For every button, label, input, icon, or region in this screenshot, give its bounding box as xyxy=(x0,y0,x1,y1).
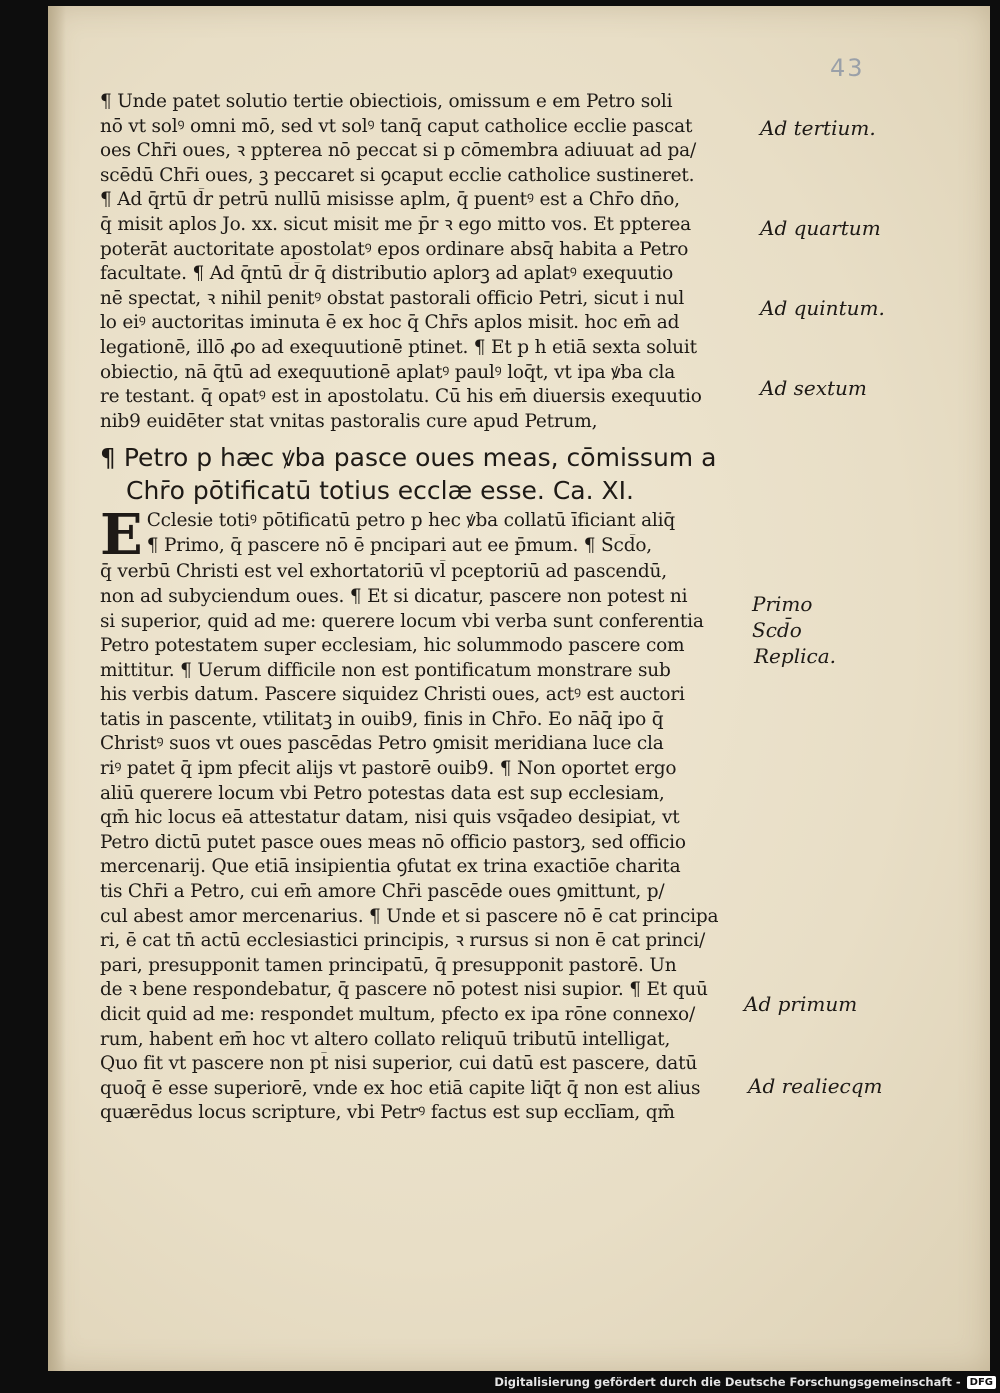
chapter-heading-line: Chr̄o pōtificatū totius ecclæ esse. Ca. XI. xyxy=(126,476,634,506)
main-text-column xyxy=(100,90,760,1126)
text-line: lo eiꝰ auctoritas iminuta ē ex hoc q̄ Chr̄s aplos misit. hoc em̄ ad xyxy=(100,312,680,334)
text-line: ri, ē cat tn̄ actū ecclesiastici principis, ꝛ rursus si non ē cat princi/ xyxy=(100,930,706,952)
text-line: aliū querere locum vbi Petro potestas data est sup ecclesiam, xyxy=(100,782,665,804)
marginal-note-primo: Primo xyxy=(752,592,813,616)
text-line: ¶ Primo, q̄ pascere nō ē pncipari aut ee p̄mum. ¶ Scd̄o, xyxy=(146,534,652,556)
marginal-note-ad-realiecqm: Ad realiecqm xyxy=(748,1074,883,1098)
book-page xyxy=(48,6,990,1371)
marginal-note-ad-tertium: Ad tertium. xyxy=(760,116,876,140)
text-line: tis Chr̄i a Petro, cui em̄ amore Chr̄i pascēde oues ꝯmittunt, p/ xyxy=(100,881,665,903)
folio-number: 43 xyxy=(830,54,865,82)
text-line: mercenarij. Que etiā insipientia ꝯfutat ex trina exactiōe charita xyxy=(100,856,681,878)
marginal-note-ad-sextum: Ad sextum xyxy=(760,376,867,400)
text-line: ¶ Ad q̄rtū d̄r petrū nullū misisse aplm, q̄ puentꝰ est a Chr̄o dn̄o, xyxy=(100,189,680,211)
drop-capital: E xyxy=(100,502,143,569)
text-line: q̄ verbū Christi est vel exhortatoriū vl̄ pceptoriū ad pascendū, xyxy=(100,561,667,583)
text-line: quærēdus locus scripture, vbi Petrꝰ factus est sup ecclīam, qm̄ xyxy=(100,1102,675,1124)
marginal-note-ad-quintum: Ad quintum. xyxy=(760,296,885,320)
text-line: nō vt solꝰ omni mō, sed vt solꝰ tanq̄ caput catholice ecclie pascat xyxy=(100,115,693,137)
text-line: nib9 euidēter stat vnitas pastoralis cure apud Petrum, xyxy=(100,410,598,432)
text-line: non ad subyciendum oues. ¶ Et si dicatur, pascere non potest ni xyxy=(100,585,688,607)
text-line: tatis in pascente, vtilitatꝫ in ouib9, finis in Chr̄o. Eo nāq̄ ipo q̄ xyxy=(100,708,664,730)
text-line: qm̄ hic locus eā attestatur datam, nisi quis vsq̄adeo desipiat, vt xyxy=(100,807,680,829)
text-line: ¶ Unde patet solutio tertie obiectiois, omissum e em Petro soli xyxy=(100,91,673,112)
credit-text: Digitalisierung gefördert durch die Deutsche Forschungsgemeinschaft - xyxy=(494,1375,961,1389)
text-line: obiectio, nā q̄tū ad exequutionē aplatꝰ paulꝰ loq̄t, vt ipa ꝟba cla xyxy=(100,361,676,383)
text-line: Petro dictū putet pasce oues meas nō officio pastorꝫ, sed officio xyxy=(100,831,686,853)
text-line: cul abest amor mercenarius. ¶ Unde et si pascere nō ē cat principa xyxy=(100,905,719,927)
text-line: Quo fit vt pascere non pt̄ nisi superior, cui datū est pascere, datū xyxy=(100,1053,698,1075)
text-line: Petro potestatem super ecclesiam, hic solummodo pascere com xyxy=(100,635,685,657)
text-block-after-heading xyxy=(100,502,760,1126)
text-line: legationē, illō ꝓo ad exequutionē ptinet. ¶ Et p h etiā sexta soluit xyxy=(100,336,697,358)
text-line: quoq̄ ē esse superiorē, vnde ex hoc etiā capite liq̄t q̄ non est alius xyxy=(100,1077,701,1099)
text-line: his verbis datum. Pascere siquidez Christi oues, actꝰ est auctori xyxy=(100,684,685,706)
text-line: poterāt auctoritate apostolatꝰ epos ordinare absq̄ habita a Petro xyxy=(100,238,689,260)
text-line: pari, presupponit tamen principatū, q̄ presupponit pastorē. Un xyxy=(100,954,677,976)
marginal-note-replica: Replica. xyxy=(754,644,836,668)
chapter-heading xyxy=(100,441,760,507)
text-line: Christꝰ suos vt oues pascēdas Petro ꝯmisit meridiana luce cla xyxy=(100,733,664,755)
text-line: nē spectat, ꝛ nihil penitꝰ obstat pastorali officio Petri, sicut i nul xyxy=(100,287,685,309)
text-line: Cclesie totiꝰ pōtificatū petro p hec ꝟba collatū īficiant aliq̄ xyxy=(146,510,675,532)
dfg-logo: DFG xyxy=(967,1376,996,1389)
text-line: de ꝛ bene respondebatur, q̄ pascere nō potest nisi supior. ¶ Et quū xyxy=(100,979,708,1001)
text-line: facultate. ¶ Ad q̄ntū d̄r q̄ distributio aplorꝫ ad aplatꝰ exequutio xyxy=(100,263,674,285)
text-line: scēdū Chr̄i oues, ꝫ peccaret si ꝯcaput ecclie catholice sustineret. xyxy=(100,164,695,186)
chapter-heading-line: ¶ Petro p hæc ꝟba pasce oues meas, cōmissum a xyxy=(100,443,717,473)
text-block-before-heading xyxy=(100,90,760,434)
marginal-note-scdo: Scd̄o xyxy=(752,618,802,642)
marginal-note-ad-primum: Ad primum xyxy=(744,992,858,1016)
text-line: oes Chr̄i oues, ꝛ ppterea nō peccat si p cōmembra adiuuat ad pa/ xyxy=(100,140,697,162)
text-line: q̄ misit aplos Jo. xx. sicut misit me p̄r ꝛ ego mitto vos. Et ppterea xyxy=(100,213,691,235)
text-line: mittitur. ¶ Uerum difficile non est pontificatum monstrare sub xyxy=(100,659,671,681)
page-gutter-shadow xyxy=(48,6,66,1371)
marginal-note-ad-quartum: Ad quartum xyxy=(760,216,881,240)
text-line: riꝰ patet q̄ ipm pfecit alijs vt pastorē ouib9. ¶ Non oportet ergo xyxy=(100,758,677,780)
digitization-credit xyxy=(494,1372,996,1392)
text-line: dicit quid ad me: respondet multum, pfecto ex ipa rōne connexo/ xyxy=(100,1004,696,1025)
text-line: si superior, quid ad me: querere locum vbi verba sunt conferentia xyxy=(100,610,704,632)
text-line: rum, habent em̄ hoc vt altero collato reliquū tributū intelligat, xyxy=(100,1028,671,1050)
text-line: re testant. q̄ opatꝰ est in apostolatu. Cū his em̄ diuersis exequutio xyxy=(100,386,702,408)
